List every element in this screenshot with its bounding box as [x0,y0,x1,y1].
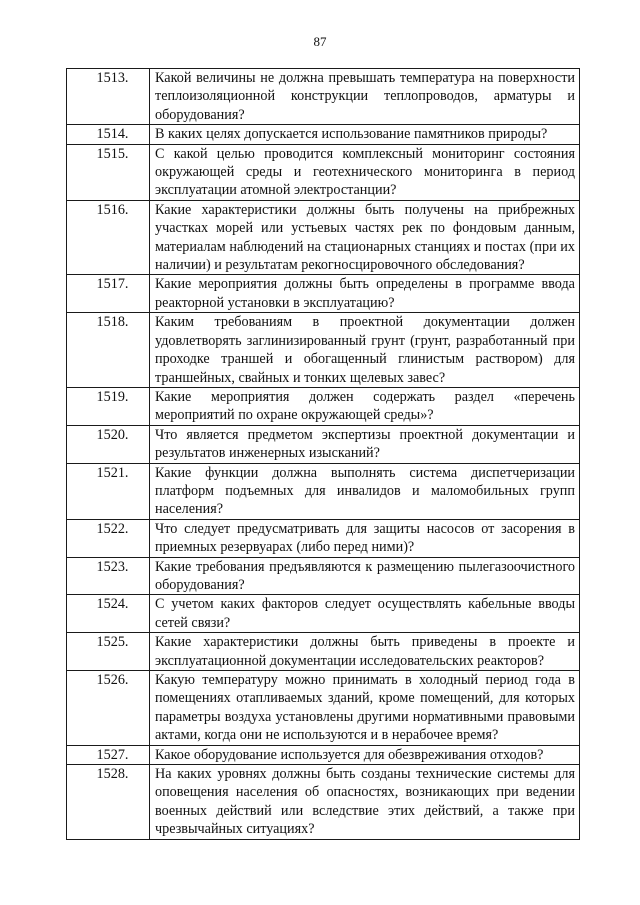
table-row [67,425,580,463]
question-number: 1526. [67,671,150,746]
questions-table [66,68,580,840]
question-text: Какие функции должна выполнять система диспетчеризации платформ подъемных для инвалидов и маломобильных групп населения? [150,463,580,519]
question-text: Что следует предусматривать для защиты насосов от засорения в приемных резервуарах (либо перед ними)? [150,519,580,557]
question-number: 1514. [67,125,150,144]
question-number: 1515. [67,144,150,200]
question-text: Какие мероприятия должны быть определены в программе ввода реакторной установки в эксплуатацию? [150,275,580,313]
page-number: 87 [313,34,327,49]
table-row [67,671,580,746]
table-row [67,69,580,125]
table-row [67,313,580,388]
question-number: 1519. [67,387,150,425]
question-number: 1522. [67,519,150,557]
question-text: На каких уровнях должны быть созданы технические системы для оповещения населения об опасностях, возникающих при ведении военных действий или вследствие этих действий, а также при чрезвычайных ситуациях? [150,765,580,840]
table-row [67,519,580,557]
question-number: 1524. [67,595,150,633]
question-number: 1523. [67,557,150,595]
question-text: С какой целью проводится комплексный мониторинг состояния окружающей среды и геотехнического мониторинга в период эксплуатации атомной электростанции? [150,144,580,200]
table-row [67,765,580,840]
question-text: Какое оборудование используется для обезвреживания отходов? [150,745,580,764]
question-number: 1517. [67,275,150,313]
question-text: В каких целях допускается использование памятников природы? [150,125,580,144]
question-number: 1528. [67,765,150,840]
table-row [67,633,580,671]
table-row [67,200,580,275]
table-row [67,275,580,313]
question-text: Какие характеристики должны быть приведены в проекте и эксплуатационной документации исследовательских реакторов? [150,633,580,671]
question-text: Какие требования предъявляются к размещению пылегазоочистного оборудования? [150,557,580,595]
question-number: 1513. [67,69,150,125]
question-text: Каким требованиям в проектной документации должен удовлетворять заглинизированный грунт (грунт, разработанный при проходке траншей и обогащенный глинистым раствором) для траншейных, свайных и тонких щелевых завес? [150,313,580,388]
table-row [67,463,580,519]
table-row [67,125,580,144]
question-text: Какую температуру можно принимать в холодный период года в помещениях отапливаемых зданий, кроме помещений, для которых параметры воздуха установлены другими нормативными правовыми актами, когда они не используются и в нерабочее время? [150,671,580,746]
table-row [67,557,580,595]
question-number: 1516. [67,200,150,275]
question-number: 1525. [67,633,150,671]
table-row [67,387,580,425]
question-number: 1521. [67,463,150,519]
question-number: 1518. [67,313,150,388]
question-text: С учетом каких факторов следует осуществлять кабельные вводы сетей связи? [150,595,580,633]
question-text: Какие характеристики должны быть получены на прибрежных участках морей или устьевых частях рек по фондовым данным, материалам наблюдений на стационарных станциях и постах (при их наличии) и результатам рекогносцировочного обследования? [150,200,580,275]
question-text: Какие мероприятия должен содержать раздел «перечень мероприятий по охране окружающей среды»? [150,387,580,425]
table-row [67,144,580,200]
question-number: 1520. [67,425,150,463]
table-row [67,745,580,764]
question-text: Какой величины не должна превышать температура на поверхности теплоизоляционной конструкции теплопроводов, арматуры и оборудования? [150,69,580,125]
question-number: 1527. [67,745,150,764]
table-row [67,595,580,633]
question-text: Что является предметом экспертизы проектной документации и результатов инженерных изысканий? [150,425,580,463]
